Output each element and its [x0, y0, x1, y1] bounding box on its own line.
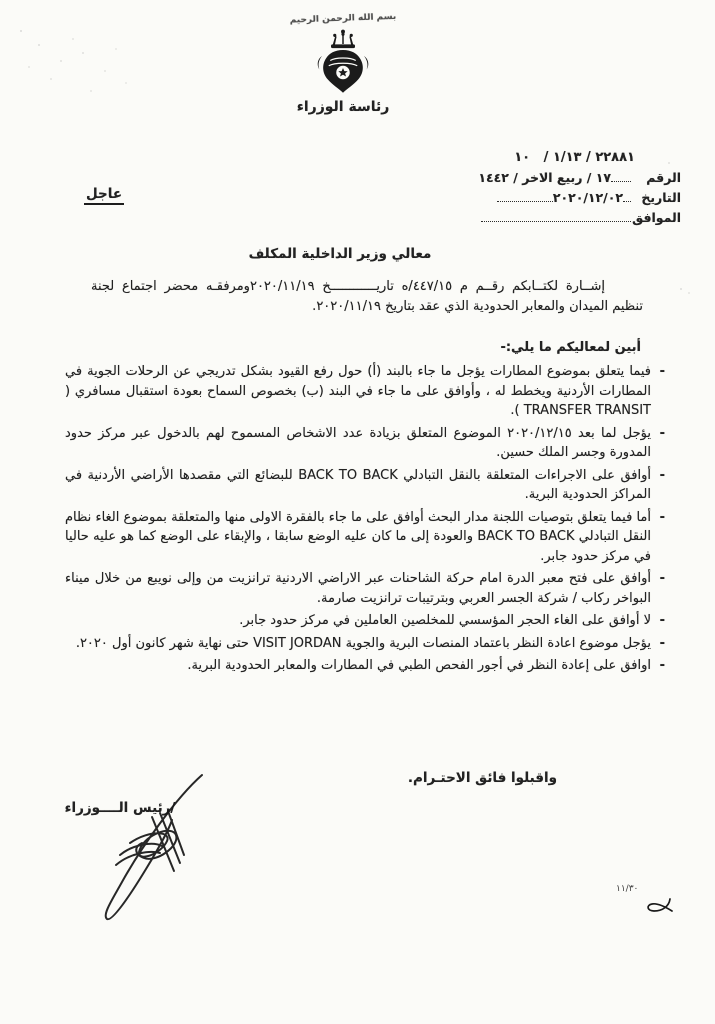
salutation: معالي وزير الداخلية المكلف [248, 246, 432, 262]
reference-number-row [371, 150, 681, 165]
list-item [65, 611, 665, 631]
signature-title: /رئيس الــــوزراء [64, 800, 176, 816]
dash-marker: - [659, 467, 665, 483]
handwritten-signature-scribble-icon [32, 772, 227, 924]
decision-list [65, 362, 665, 679]
office-name: رئاسة الوزراء [296, 99, 390, 115]
letterhead [278, 14, 408, 115]
dash-marker: - [659, 571, 665, 586]
number-field-label: الرقم [646, 170, 681, 185]
dash-marker: - [659, 635, 665, 651]
dotted-leader [497, 190, 553, 202]
dotted-leader [623, 190, 631, 202]
list-item [65, 656, 665, 676]
list-item [65, 508, 665, 567]
reference-number-value: ٢٢٨٨١ / ١/١٣ / ١٠ [514, 150, 635, 165]
jordan-coat-of-arms-icon [313, 27, 373, 97]
list-item [65, 569, 665, 608]
number-field-value: ١٧ / ربيع الاخر / ١٤٤٢ [478, 170, 611, 185]
list-item-text: أما فيما يتعلق بتوصيات اللجنة مدار البحث أوافق على ما جاء بالفقرة الاولى منها والمتعلقة بموضوع الغاء نظام النقل التبادلي BACK TO BACK والعودة إلى ما كان عليه الوضع سابقا ، والإبقاء على الوضع كما هو عليه حاليا في مركز حدود جابر. [65, 509, 651, 564]
dash-marker: - [659, 613, 665, 628]
list-item [65, 466, 665, 505]
dash-marker: - [659, 509, 665, 525]
urgent-stamp: عاجل [84, 186, 124, 205]
intro-line: أبين لمعاليكم ما يلي:- [500, 340, 641, 355]
reference-text-2: تاريــــــــــــخ [322, 279, 394, 294]
basmala-calligraphy: بسم الله الرحمن الرحيم [289, 12, 397, 26]
scan-noise [20, 30, 22, 32]
list-item-text: يؤجل لما بعد ٢٠٢٠/١٢/١٥ الموضوع المتعلق بزيادة عدد الاشخاص المسموح لهم بالدخول عبر مركز حدود المدورة وجسر الملك حسين. [65, 425, 651, 460]
list-item-text: أوافق على الاجراءات المتعلقة بالنقل التبادلي BACK TO BACK للبضائع التي مقصدها الأراضي الأردنية في المراكز الحدودية البرية. [65, 467, 651, 502]
date-field-value: ٢٠٢٠/١٢/٠٢ [552, 190, 623, 205]
dotted-leader [611, 170, 631, 182]
letter-reference-number: ٤٤٧/١٥/ه [401, 279, 453, 294]
dash-marker: - [659, 658, 665, 673]
date-field-row [371, 190, 681, 205]
dotted-leader [481, 210, 631, 222]
reference-paragraph [91, 277, 643, 317]
list-item [65, 362, 665, 421]
reference-text-3: ٢٠٢٠/١١/١٩ومرفقـه محضر اجتماع لجنة تنظيم الميدان والمعابر الحدودية الذي عقد بتاريخ ٢٠٢٠/١١/١٩. [91, 279, 643, 314]
corresponding-date-row [371, 210, 681, 225]
list-item-text: لا أوافق على الغاء الحجر المؤسسي للمخلصين العاملين في مركز حدود جابر. [239, 613, 651, 628]
number-field-row [371, 170, 681, 185]
reference-text-1: إشــارة لكتــابكم رقــم م [459, 279, 606, 294]
list-item [65, 424, 665, 463]
date-field-label: التاريخ [641, 190, 681, 205]
list-item-text: اوافق على إعادة النظر في أجور الفحص الطبي في المطارات والمعابر الحدودية البرية. [187, 658, 651, 673]
list-item-text: فيما يتعلق بموضوع المطارات يؤجل ما جاء بالبند (أ) حول رفع القيود بشكل تدريجي عن الرحلات الجوية في المطارات الأردنية ويخطط له ، وأوافق على ما جاء في البند (ب) بخصوص السماح بعودة استقبال مسافري ( TRANSFER TRANSIT ). [65, 364, 651, 418]
list-item [65, 634, 665, 654]
dash-marker: - [659, 364, 665, 379]
corresponding-date-label: الموافق [632, 210, 681, 225]
list-item-text: أوافق على فتح معبر الدرة امام حركة الشاحنات عبر الاراضي الاردنية ترانزيت من وإلى نويبع من خلال ميناء البواخر ركاب / شركة الجسر العربي وبترتيبات ترانزيت صارمة. [65, 571, 651, 606]
dash-marker: - [659, 425, 665, 441]
list-item-text: يؤجل موضوع اعادة النظر باعتماد المنصات البرية والجوية VISIT JORDAN حتى نهاية شهر كانون أول ٢٠٢٠. [75, 635, 651, 651]
closing-salutation: واقبلوا فائق الاحتـرام. [407, 770, 557, 786]
page-note: ١١/٣٠ [616, 884, 639, 894]
handwritten-check-mark-icon [645, 896, 675, 918]
meta-block [371, 150, 681, 230]
